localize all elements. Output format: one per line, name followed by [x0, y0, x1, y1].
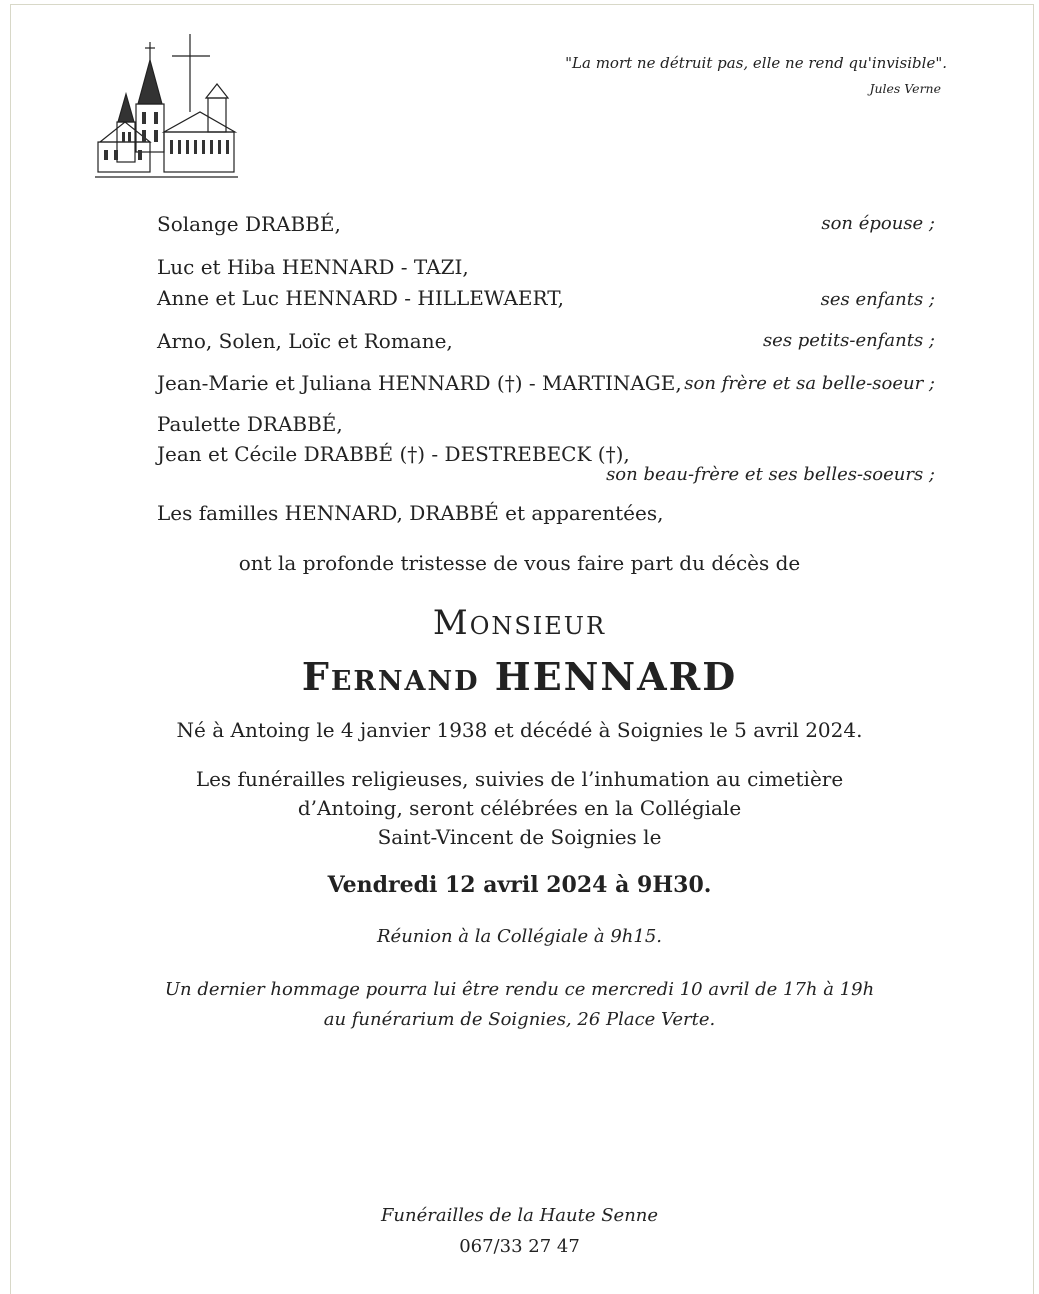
family-names: Jean-Marie et Juliana HENNARD (†) - MARTINAGE,: [157, 371, 682, 395]
family-names: Les familles HENNARD, DRABBÉ et apparentées,: [157, 501, 664, 525]
family-relation: ses enfants ;: [820, 289, 935, 310]
birth-death-line: Né à Antoing le 4 janvier 1938 et décédé à Soignies le 5 avril 2024.: [176, 718, 863, 742]
family-entry-brother: [157, 371, 935, 395]
funeral-datetime: Vendredi 12 avril 2024 à 9H30.: [327, 872, 712, 898]
funeral-details: [0, 765, 1039, 852]
church-illustration: [90, 32, 240, 182]
funeral-line: Les funérailles religieuses, suivies de l’inhumation au cimetière: [195, 767, 844, 791]
family-names: Solange DRABBÉ,: [157, 212, 341, 236]
family-names: Luc et Hiba HENNARD - TAZI,: [157, 255, 469, 279]
family-relation: son frère et sa belle-soeur ;: [684, 373, 935, 394]
announcement: ont la profonde tristesse de vous faire part du décès de: [238, 551, 801, 575]
homage-line: au funérarium de Soignies, 26 Place Verte.: [323, 1009, 716, 1030]
family-names: Arno, Solen, Loïc et Romane,: [157, 329, 453, 353]
page-frame: [10, 4, 1034, 1294]
family-names: Paulette DRABBÉ,: [157, 412, 343, 436]
homage-line: Un dernier hommage pourra lui être rendu ce mercredi 10 avril de 17h à 19h: [164, 979, 875, 1000]
family-entry-families: [157, 501, 935, 525]
funeral-home-phone: 067/33 27 47: [459, 1236, 580, 1257]
deceased-title: Monsieur: [432, 603, 607, 643]
funeral-line: Saint-Vincent de Soignies le: [377, 825, 662, 849]
quote-block: [565, 54, 947, 96]
family-relation: son épouse ;: [821, 213, 935, 234]
family-entry-children: [157, 255, 935, 310]
funeral-line: d’Antoing, seront célébrées en la Collégiale: [297, 796, 742, 820]
homage-info: [0, 975, 1039, 1035]
family-names: Anne et Luc HENNARD - HILLEWAERT,: [157, 286, 564, 310]
family-names: Jean et Cécile DRABBÉ (†) - DESTREBECK (†),: [157, 442, 630, 466]
family-entry-grandchildren: [157, 329, 935, 353]
meeting-info: Réunion à la Collégiale à 9h15.: [376, 926, 662, 947]
footer: [0, 1200, 1039, 1262]
quote-text: "La mort ne détruit pas, elle ne rend qu'invisible".: [565, 54, 947, 72]
funeral-home-name: Funérailles de la Haute Senne: [380, 1205, 659, 1226]
family-entry-in-laws: [157, 412, 935, 485]
family-relation: ses petits-enfants ;: [762, 330, 935, 351]
family-entry-spouse: [157, 212, 935, 236]
quote-author: Jules Verne: [869, 81, 941, 96]
deceased-name: Fernand HENNARD: [301, 654, 738, 699]
family-relation: son beau-frère et ses belles-soeurs ;: [606, 464, 935, 485]
